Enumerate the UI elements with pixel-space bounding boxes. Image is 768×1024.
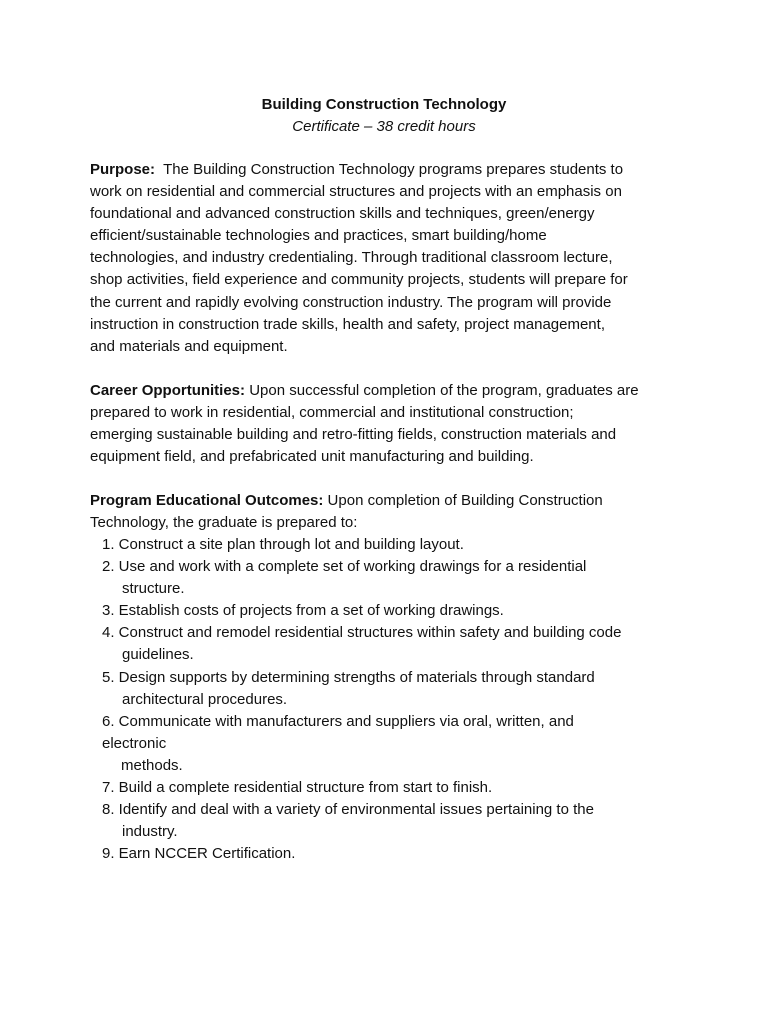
purpose-paragraph [90, 159, 690, 358]
career-line: prepared to work in residential, commercial and institutional construction; [90, 404, 574, 422]
career-label: Career Opportunities: [90, 382, 246, 399]
list-item: 4. Construct and remodel residential structures within safety and building code [102, 624, 622, 642]
outcomes-list [90, 534, 710, 865]
list-item: 3. Establish costs of projects from a set of working drawings. [102, 602, 504, 620]
career-text: Upon successful completion of the program, graduates are [245, 382, 639, 399]
outcomes-label: Program Educational Outcomes: [90, 492, 324, 509]
list-item: 7. Build a complete residential structure from start to finish. [102, 779, 493, 797]
list-item-continuation: electronic [102, 734, 167, 752]
outcomes-line [90, 490, 690, 512]
outcomes-line: Technology, the graduate is prepared to: [90, 514, 358, 532]
career-line [90, 380, 690, 402]
list-item: 8. Identify and deal with a variety of environmental issues pertaining to the [102, 801, 594, 819]
purpose-text: The Building Construction Technology programs prepares students to [155, 161, 624, 178]
list-item-continuation: guidelines. [122, 646, 194, 664]
purpose-label: Purpose: [90, 161, 156, 178]
purpose-line: foundational and advanced construction skills and techniques, green/energy [90, 205, 595, 223]
document-title: Building Construction Technology [261, 96, 507, 113]
purpose-line: shop activities, field experience and community projects, students will prepare for [90, 271, 628, 289]
outcomes-text: Upon completion of Building Construction [323, 492, 603, 509]
list-item: 2. Use and work with a complete set of working drawings for a residential [102, 558, 587, 576]
purpose-line: technologies, and industry credentialing. Through traditional classroom lecture, [90, 249, 613, 267]
purpose-line: work on residential and commercial structures and projects with an emphasis on [90, 183, 622, 201]
list-item: 1. Construct a site plan through lot and building layout. [102, 536, 464, 553]
list-item: 5. Design supports by determining strengths of materials through standard [102, 668, 595, 686]
purpose-line [90, 159, 690, 181]
list-item-continuation: structure. [122, 580, 185, 598]
list-item: 9. Earn NCCER Certification. [102, 845, 296, 863]
purpose-line: instruction in construction trade skills, health and safety, project management, [90, 315, 605, 333]
career-line: equipment field, and prefabricated unit manufacturing and building. [90, 448, 534, 466]
document-subtitle: Certificate – 38 credit hours [292, 118, 476, 135]
purpose-line: the current and rapidly evolving construction industry. The program will provide [90, 293, 612, 311]
purpose-line: and materials and equipment. [90, 337, 288, 355]
career-paragraph [90, 380, 690, 468]
career-line: emerging sustainable building and retro-fitting fields, construction materials and [90, 426, 617, 444]
list-item-continuation: architectural procedures. [122, 690, 288, 708]
list-item: 6. Communicate with manufacturers and suppliers via oral, written, and [102, 712, 574, 730]
purpose-line: efficient/sustainable technologies and practices, smart building/home [90, 227, 547, 245]
outcomes-paragraph [90, 490, 690, 534]
list-item-continuation: industry. [122, 823, 178, 841]
list-item-continuation: methods. [121, 756, 183, 774]
